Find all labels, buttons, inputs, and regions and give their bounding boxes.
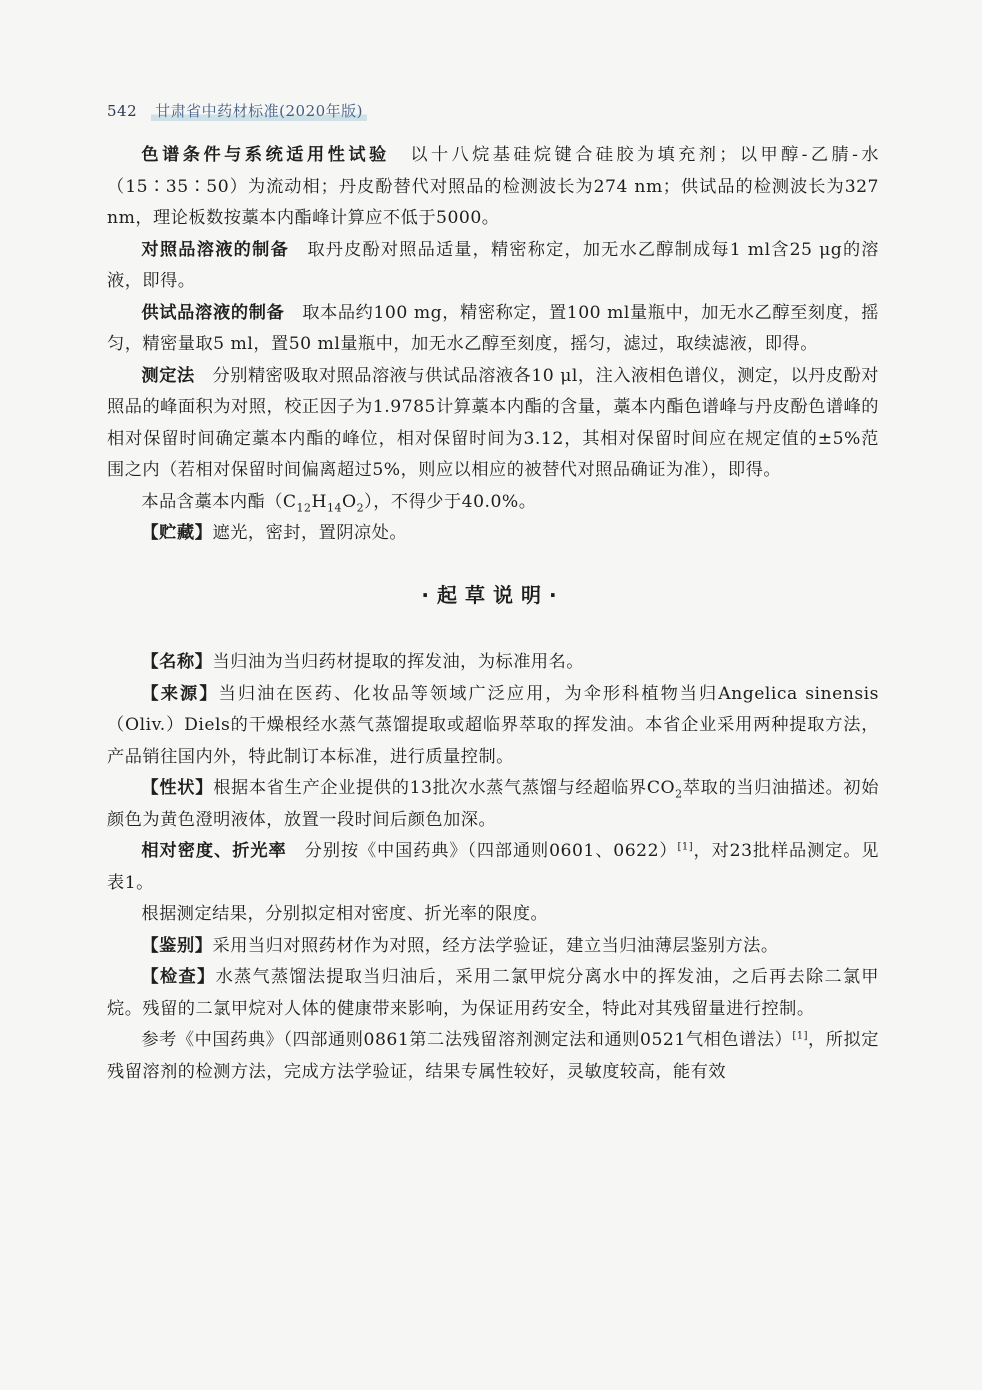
body-text: [107, 140, 879, 1088]
paragraph-heading: 对照品溶液的制备: [141, 239, 290, 260]
paragraph: 【名称】当归油为当归药材提取的挥发油，为标准用名。: [141, 652, 584, 672]
paragraph: 【来源】当归油在医药、化妆品等领域广泛应用，为伞形科植物当归Angelica sinensis（Oliv.）Diels的干燥根经水蒸气蒸馏提取或超临界萃取的挥发油。本省企业采用两种提取方法，产品销往国内外，特此制订本标准，进行质量控制。: [107, 683, 879, 767]
paragraph: 【检查】水蒸气蒸馏法提取当归油后，采用二氯甲烷分离水中的挥发油，之后再去除二氯甲烷。残留的二氯甲烷对人体的健康带来影响，为保证用药安全，特此对其残留量进行控制。: [107, 967, 879, 1019]
book-title: 甘肃省中药材标准(2020年版): [151, 100, 367, 121]
paragraph: 【鉴别】采用当归对照药材作为对照，经方法学验证，建立当归油薄层鉴别方法。: [141, 935, 779, 956]
paragraph: 测定法 分别精密吸取对照品溶液与供试品溶液各10 μl，注入液相色谱仪，测定，以丹皮酚对照品的峰面积为对照，校正因子为1.9785计算藁本内酯的含量，藁本内酯色谱峰与丹皮酚色谱峰的相对保留时间确定藁本内酯的峰位，相对保留时间为3.12，其相对保留时间应在规定值的±5%范围之内（若相对保留时间偏离超过5%，则应以相应的被替代对照品确证为准），即得。: [107, 365, 879, 480]
content-requirement: 本品含藁本内酯$(C_{12}H_{14}O_2)$，不得少于40.0%。: [141, 491, 537, 514]
paragraph-heading: 供试品溶液的制备: [141, 302, 285, 323]
paragraph: 相对密度、折光率 分别按《中国药典》（四部通则0601、0622）[1]，对23批样品测定。见表1。: [107, 841, 879, 893]
paragraph: 供试品溶液的制备 取本品约100 mg，精密称定，置100 ml量瓶中，加无水乙醇至刻度，摇匀，精密量取5 ml，置50 ml量瓶中，加无水乙醇至刻度，摇匀，滤过，取续滤液，即得。: [107, 302, 879, 354]
paragraph: 【性状】根据本省生产企业提供的13批次水蒸气蒸馏与经超临界$CO_2$萃取的当归油描述。初始颜色为黄色澄明液体，放置一段时间后颜色加深。: [107, 778, 879, 830]
paragraph: 根据测定结果，分别拟定相对密度、折光率的限度。: [141, 904, 549, 924]
page-number: 542: [107, 102, 138, 120]
citation: [1]: [677, 841, 694, 853]
paragraph: 对照品溶液的制备 取丹皮酚对照品适量，精密称定，加无水乙醇制成每1 ml含25 μg的溶液，即得。: [107, 239, 879, 291]
paragraph: 色谱条件与系统适用性试验 以十八烷基硅烷键合硅胶为填充剂；以甲醇-乙腈-水（15∶35∶50）为流动相；丹皮酚替代对照品的检测波长为274 nm；供试品的检测波长为327 nm，理论板数按藁本内酯峰计算应不低于5000。: [107, 145, 879, 228]
section-title: ·起草说明·: [421, 582, 565, 607]
paragraph: 参考《中国药典》（四部通则0861第二法残留溶剂测定法和通则0521气相色谱法）[1]，所拟定残留溶剂的检测方法，完成方法学验证，结果专属性较好，灵敏度较高，能有效: [107, 1030, 879, 1082]
running-header: [107, 100, 367, 121]
storage-paragraph: 【贮藏】遮光，密封，置阴凉处。: [141, 523, 408, 543]
citation: [1]: [792, 1030, 808, 1042]
paragraph-heading: 测定法: [141, 365, 195, 386]
paragraph-heading: 色谱条件与系统适用性试验: [141, 145, 390, 165]
